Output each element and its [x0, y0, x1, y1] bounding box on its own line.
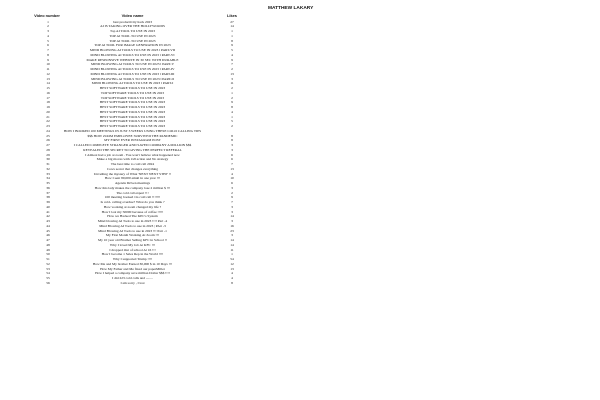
video-number-cell: 11: [46, 67, 50, 71]
video-number-cell: 28: [46, 147, 50, 152]
likes-cell: 3: [231, 204, 233, 209]
video-number-cell: 22: [46, 119, 50, 124]
likes-cell: 2: [231, 124, 233, 128]
column-header-video-name: Video name: [121, 13, 144, 18]
video-number-cell: 46: [46, 233, 50, 238]
likes-cell: 13: [230, 266, 234, 271]
likes-cell: 27: [230, 19, 234, 24]
video-number-cell: 12: [46, 71, 50, 76]
video-number-cell: 37: [46, 190, 50, 195]
video-name-cell: MIND BLOWING AI TOOLS TO USE IN 2023 l PART-V: [91, 62, 174, 67]
video-number-cell: 52: [46, 261, 50, 266]
video-name-cell: BEST SOFTWARE TOOLS TO USE IN 2023: [99, 124, 166, 128]
video-name-cell: MIND BLOWING AI TOOLS TO USE IN 2023 l PART-VII: [89, 48, 176, 52]
video-name-cell: Make a big moves with 1x8 action and No strategy: [96, 157, 169, 162]
likes-cell: 4: [231, 52, 233, 57]
video-name-cell: Is cold- calling overdue? What do you think ?: [100, 200, 165, 204]
video-number-cell: 44: [46, 223, 50, 228]
likes-cell: 16: [230, 223, 234, 228]
video-name-cell: TOP AI TOOL TO USE IN 2023: [109, 38, 156, 43]
video-name-cell: $$$ HOW ZOOM EMPLOYEE SURVIVED THE PANDEMIC: [87, 133, 178, 138]
likes-cell: 1: [231, 90, 233, 95]
video-name-cell: Unveiling the mystery of What 'NEXT NEXT STEP' !!: [93, 171, 172, 176]
likes-cell: 10: [230, 176, 234, 181]
likes-cell: 14: [230, 242, 234, 247]
video-name-cell: How this lady makes the company lose 2 million $ !!!: [94, 185, 171, 190]
video-number-cell: 29: [46, 152, 50, 157]
video-number-cell: 40: [46, 204, 50, 209]
video-name-cell: BEST SOFTWARE TOOLS TO USE IN 2023: [99, 105, 166, 109]
video-name-cell: Cows secret that changes everything: [106, 166, 159, 171]
likes-cell: 7: [231, 62, 233, 67]
video-number-cell: 31: [46, 162, 50, 166]
video-name-cell: BEST SOFTWARE TOOLS TO USE IN 2023: [99, 86, 166, 90]
video-number-cell: 23: [46, 124, 50, 128]
likes-cell: 14: [230, 214, 234, 219]
video-name-cell: MIND BLOWING AI TOOLS TO USE IN 2023 l PART-I: [91, 81, 174, 86]
likes-cell: 2: [231, 95, 233, 100]
video-number-cell: 54: [46, 271, 50, 276]
video-number-cell: 26: [46, 138, 50, 143]
video-number-cell: 24: [46, 128, 50, 133]
video-number-cell: 18: [46, 100, 50, 105]
video-number-cell: 33: [46, 171, 50, 176]
likes-cell: 3: [231, 143, 233, 147]
video-number-cell: 35: [46, 181, 50, 185]
video-name-cell: How I sent 80,000 email in one year !!!: [104, 176, 161, 181]
video-number-cell: 14: [46, 81, 50, 86]
video-number-cell: 1: [47, 19, 49, 24]
video-number-cell: 53: [46, 266, 50, 271]
likes-cell: 8: [231, 280, 233, 285]
video-number-cell: 13: [46, 76, 50, 81]
likes-cell: 13: [230, 71, 234, 76]
video-number-cell: 19: [46, 105, 50, 109]
video-number-cell: 38: [46, 195, 50, 200]
video-number-cell: 39: [46, 200, 50, 204]
video-number-cell: 6: [47, 43, 49, 48]
likes-cell: 1: [231, 33, 233, 38]
video-name-cell: Why I supported Trump !!!!: [112, 257, 153, 261]
video-name-cell: Mind Blowing AI Tools to use in 2023 | PArt -3: [99, 223, 166, 228]
video-name-cell: Mind Blowing AI Tools to use in 2023 !!! Part -1: [98, 228, 167, 233]
video-number-cell: 48: [46, 242, 50, 247]
video-number-cell: 2: [47, 24, 49, 29]
likes-cell: 1: [231, 114, 233, 119]
likes-cell: 8: [231, 133, 233, 138]
video-name-cell: best productivity hack 2023: [113, 19, 152, 24]
video-number-cell: 3: [47, 29, 49, 33]
likes-cell: 14: [230, 24, 234, 29]
video-name-cell: MIND BLOWING AI TOOLS TO USE IN 2023 l PART-IV: [90, 67, 175, 71]
video-name-cell: TOP AI TOOL FOR IMAGE GENERATION IN 2023: [94, 43, 171, 48]
video-name-cell: My 10 year old Brother Selling KFC in School !!: [98, 238, 167, 242]
owner-name: MATTHEW LAKARY: [268, 6, 314, 11]
video-name-cell: REVEALED THE SECRET TO GIVING THE PERFECT REFERAL: [83, 147, 182, 152]
video-name-cell: MY FIRST EVER INSTAGRAM POST: [104, 138, 161, 143]
video-name-cell: TOP AI TOOL TO USE IN 2023: [109, 33, 156, 38]
likes-cell: 13: [230, 166, 234, 171]
video-name-cell: Agenda Driven meetings: [115, 181, 150, 185]
likes-cell: 3: [231, 233, 233, 238]
video-name-cell: How I lost my 50000 because of coffee !!!!!: [101, 209, 164, 214]
likes-cell: 1: [231, 252, 233, 257]
table-row: [0, 281, 600, 286]
video-number-cell: 56: [46, 280, 50, 285]
video-name-cell: BEST SOFTWARE TOOLS TO USE IN 2023: [99, 119, 166, 124]
video-number-cell: 5: [47, 38, 49, 43]
video-name-cell: 100 meeting booked via cold call !!!!!!!: [104, 195, 161, 200]
video-name-cell: My First Month Working At Zoom !!!: [105, 233, 160, 238]
video-name-cell: TOP SOFTWARE TOOLS TO USE IN 2023: [100, 95, 165, 100]
video-number-cell: 8: [47, 52, 49, 57]
likes-cell: 3: [231, 147, 233, 152]
likes-cell: 4: [231, 109, 233, 114]
video-name-cell: MIND BLOWING AI TOOLS TO USE IN 2023 l PART-III: [90, 71, 175, 76]
video-name-cell: BEST SOFTWARE TOOLS TO USE IN 2023: [99, 100, 166, 105]
video-name-cell: AI IS TAKING OVER THE HOLLYWOODS: [100, 24, 165, 29]
column-header-likes: Likes: [227, 13, 237, 18]
likes-cell: 23: [230, 228, 234, 233]
likes-cell: 1: [231, 29, 233, 33]
likes-cell: 2: [231, 67, 233, 71]
likes-cell: 12: [230, 261, 234, 266]
video-name-cell: The cold call expert !!!: [116, 190, 149, 195]
likes-cell: 14: [230, 238, 234, 242]
likes-cell: 2: [231, 86, 233, 90]
video-name-cell: MIND BLOWING AI TOOLS TO USE IN 2023 l PART-VI: [90, 52, 175, 57]
video-table: [0, 20, 600, 286]
video-number-cell: 15: [46, 86, 50, 90]
video-name-cell: I Almost had a job at zoom . You won't believe what happened now: [85, 152, 180, 157]
video-name-cell: I CALLED COMPLETE STRANGER AND SAVED COMPANY A MILLION $$$: [73, 143, 192, 147]
video-name-cell: TOP SOFTWARE TOOLS TO USE IN 2023: [100, 90, 165, 95]
likes-cell: 8: [231, 138, 233, 143]
likes-cell: 5: [231, 48, 233, 52]
likes-cell: 7: [231, 200, 233, 204]
likes-cell: 4: [231, 271, 233, 276]
video-number-cell: 50: [46, 252, 50, 257]
likes-cell: 3: [231, 185, 233, 190]
video-number-cell: 21: [46, 114, 50, 119]
video-number-cell: 47: [46, 238, 50, 242]
video-number-cell: 45: [46, 228, 50, 233]
likes-cell: 3: [231, 209, 233, 214]
likes-cell: 8: [231, 105, 233, 109]
video-name-cell: Top AI TOOL TO USE IN 2023: [109, 29, 156, 33]
video-number-cell: 42: [46, 214, 50, 219]
video-number-cell: 7: [47, 48, 49, 52]
video-name-cell: How My Father and Me fixed our paperMiller: [100, 266, 165, 271]
video-number-cell: 49: [46, 247, 50, 252]
video-name-cell: HOW I BOOKED 100 MEETINGS IN JUST 3 WEEKS USING THESE COLD CALLING TIPS: [63, 128, 202, 133]
likes-cell: 4: [231, 276, 233, 280]
video-name-cell: How we Hacked The KPC's System: [107, 214, 158, 219]
video-number-cell: 10: [46, 62, 50, 67]
video-number-cell: 17: [46, 95, 50, 100]
likes-cell: 6: [231, 181, 233, 185]
video-number-cell: 20: [46, 109, 50, 114]
video-number-cell: 43: [46, 219, 50, 223]
likes-cell: 6: [231, 157, 233, 162]
video-name-cell: Why I loved My Job At KFC !!!: [109, 242, 156, 247]
video-name-cell: I did 223 cold calls and ........: [112, 276, 153, 280]
video-number-cell: 25: [46, 133, 50, 138]
likes-cell: 4: [231, 171, 233, 176]
likes-cell: 9: [231, 43, 233, 48]
video-name-cell: BEST SOFTWARE TOOLS TO USE IN 2023: [99, 109, 166, 114]
video-number-cell: 41: [46, 209, 50, 214]
likes-cell: 11: [230, 247, 234, 252]
video-number-cell: 4: [47, 33, 49, 38]
likes-cell: 5: [231, 119, 233, 124]
video-name-cell: I dropped Out of school At 16 !!!: [109, 247, 156, 252]
video-number-cell: 34: [46, 176, 50, 181]
likes-cell: 8: [231, 38, 233, 43]
likes-cell: 2: [231, 190, 233, 195]
video-name-cell: BEST SOFTWARE TOOLS TO USE IN 2023: [99, 114, 166, 119]
video-number-cell: 32: [46, 166, 50, 171]
video-number-cell: 9: [47, 57, 49, 62]
column-header-video-number: Video number: [34, 13, 60, 18]
video-name-cell: The best time to cold call 2024: [110, 162, 155, 166]
video-number-cell: 36: [46, 185, 50, 190]
video-number-cell: 16: [46, 90, 50, 95]
likes-cell: 7: [231, 162, 233, 166]
video-number-cell: 55: [46, 276, 50, 280]
video-name-cell: How I become 1 Sales Rep in the World !!!!: [101, 252, 164, 257]
likes-cell: 3: [231, 76, 233, 81]
likes-cell: 54: [230, 257, 234, 261]
likes-cell: 9: [231, 100, 233, 105]
video-name-cell: MAKE RESPONSIVE WEBSITE IN 30 SEC WITH DURABLE: [86, 57, 179, 62]
video-name-cell: How Me and My brother Earned 30,000 $ in 10 Days !!!: [92, 261, 173, 266]
video-name-cell: I am sorry , I lost: [120, 280, 145, 285]
likes-cell: 11: [230, 81, 234, 86]
likes-cell: 9: [231, 57, 233, 62]
video-name-cell: Mind blowing AI Tools to use in 2023 !!!! Part -4: [97, 219, 168, 223]
likes-cell: 3: [231, 219, 233, 223]
likes-cell: 6: [231, 152, 233, 157]
video-number-cell: 27: [46, 143, 50, 147]
likes-cell: 9: [231, 195, 233, 200]
video-number-cell: 51: [46, 257, 50, 261]
video-name-cell: MIND BLOWING AI TOOLS TO USE IN 2023 l PART-II: [91, 76, 174, 81]
video-name-cell: How working at zoom changed my life ?: [103, 204, 162, 209]
video-number-cell: 30: [46, 157, 50, 162]
video-name-cell: How I helped a company save million Dollar $$$ !!!!: [95, 271, 170, 276]
